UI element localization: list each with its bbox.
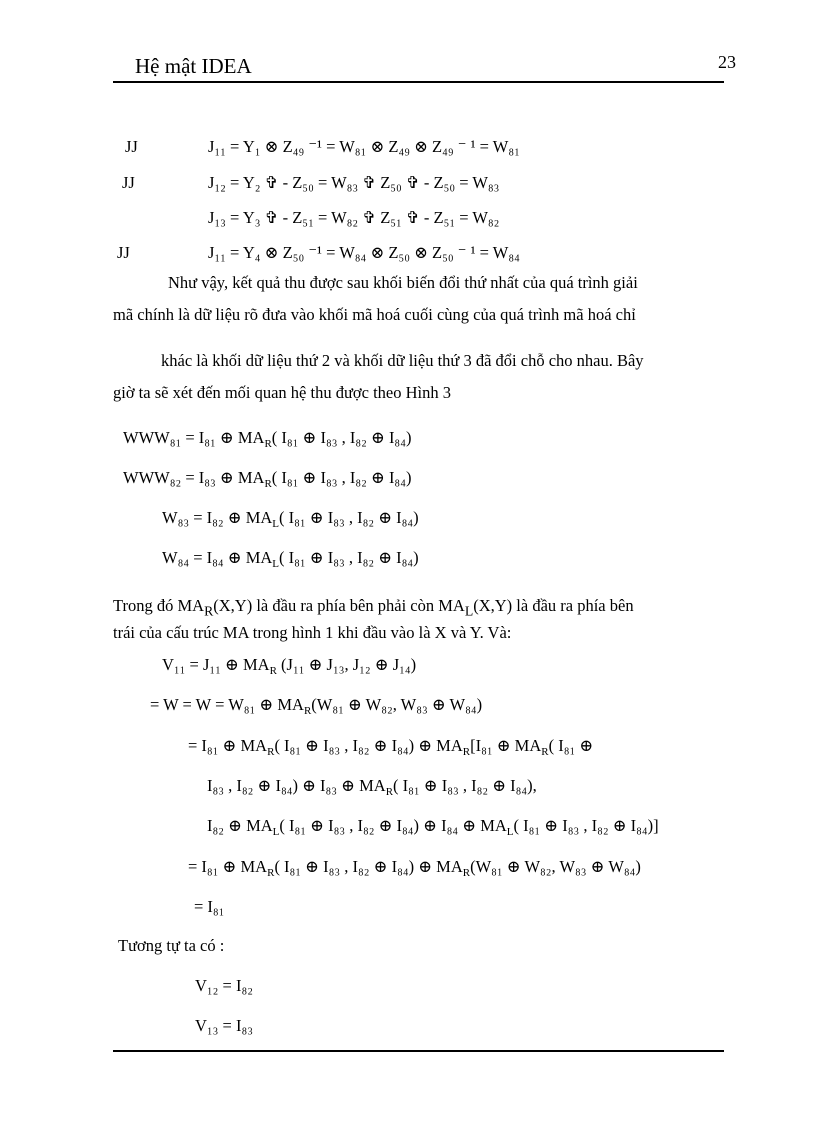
jline-4-expr: J₁₁ = Y₄ ⊗ Z₅₀ ⁻¹ = W₈₄ ⊗ Z₅₀ ⊗ Z₅₀ ⁻ ¹ = W₈₄ [208, 243, 520, 262]
footer-rule [113, 1050, 724, 1052]
paragraph-3-line-1: Trong đó $MA_R(X,Y)$ là đầu ra phía bên phải còn $MA_L(X,Y)$ là đầu ra phía bên [113, 596, 634, 619]
paragraph-3 [113, 596, 724, 643]
wline-3: W₈₃ = I₈₂ ⊕ $MA_L$( I₈₁ ⊕ I₈₃ , I₈₂ ⊕ I₈₄) [162, 508, 419, 530]
jline-2-label: JJ [122, 173, 135, 192]
final-v13: V₁₃ = I₈₃ [195, 1016, 253, 1035]
wline-4: W₈₄ = I₈₄ ⊕ $MA_L$( I₈₁ ⊕ I₈₃ , I₈₂ ⊕ I₈₄) [162, 548, 419, 570]
wline-2: WWW₈₂ = I₈₃ ⊕ $MA_R$( I₈₁ ⊕ I₈₃ , I₈₂ ⊕ I₈₄) [123, 468, 412, 490]
jline-1-expr: J₁₁ = Y₁ ⊗ Z₄₉ ⁻¹ = W₈₁ ⊗ Z₄₉ ⊗ Z₄₉ ⁻ ¹ = W₈₁ [208, 137, 520, 156]
vline-5: I₈₂ ⊕ $MA_L$( I₈₁ ⊕ I₈₃ , I₈₂ ⊕ I₈₄) ⊕ I₈₄ ⊕ $MA_L$( I₈₁ ⊕ I₈₃ , I₈₂ ⊕ I₈₄)] [207, 816, 659, 838]
wline-1: WWW₈₁ = I₈₁ ⊕ $MA_R$( I₈₁ ⊕ I₈₃ , I₈₂ ⊕ I₈₄) [123, 428, 412, 450]
paragraph-2 [113, 351, 724, 403]
paragraph-3-line-2: trái của cấu trúc MA trong hình 1 khi đầu vào là X và Y. Và: [113, 623, 512, 643]
page-number: 23 [718, 52, 736, 72]
final-v12: V₁₂ = I₈₂ [195, 976, 253, 995]
paragraph-1-line-2: mã chính là dữ liệu rõ đưa vào khối mã hoá cuối cùng của quá trình mã hoá chỉ [113, 305, 636, 324]
jline-1-label: JJ [125, 137, 138, 156]
paragraph-1 [113, 273, 724, 325]
vline-1: V₁₁ = J₁₁ ⊕ $MA_R$ (J₁₁ ⊕ J₁₃, J₁₂ ⊕ J₁₄) [162, 655, 417, 677]
paragraph-2-line-2: giờ ta sẽ xét đến mối quan hệ thu được theo Hình 3 [113, 383, 451, 402]
vline-4: I₈₃ , I₈₂ ⊕ I₈₄) ⊕ I₈₃ ⊕ $MA_R$( I₈₁ ⊕ I₈₃ , I₈₂ ⊕ I₈₄), [207, 776, 537, 798]
jline-3-expr: J₁₃ = Y₃ ✞ - Z₅₁ = W₈₂ ✞ Z₅₁ ✞ - Z₅₁ = W₈₂ [208, 208, 500, 227]
running-header-title: Hệ mật IDEA [135, 54, 252, 78]
vline-2: = W = W = W₈₁ ⊕ $MA_R(W_{81}$ ⊕ W₈₂, W₈₃ ⊕ W₈₄) [150, 695, 483, 717]
paragraph-2-line-1: khác là khối dữ liệu thứ 2 và khối dữ liệu thứ 3 đã đổi chỗ cho nhau. Bây [161, 351, 644, 370]
header-rule [113, 81, 724, 83]
similar-statement: Tương tự ta có : [118, 936, 225, 955]
vline-7: = I₈₁ [194, 897, 225, 916]
jline-2-expr: J₁₂ = Y₂ ✞ - Z₅₀ = W₈₃ ✞ Z₅₀ ✞ - Z₅₀ = W₈₃ [208, 173, 500, 192]
vline-6: = I₈₁ ⊕ $MA_R$( I₈₁ ⊕ I₈₃ , I₈₂ ⊕ I₈₄) ⊕ $MA_R(W_{81}$ ⊕ W₈₂, W₈₃ ⊕ W₈₄) [188, 857, 641, 879]
paragraph-1-line-1: Như vậy, kết quả thu được sau khối biến đổi thứ nhất của quá trình giải [168, 273, 638, 292]
jline-4-label: JJ [117, 243, 130, 262]
vline-3: = I₈₁ ⊕ $MA_R$( I₈₁ ⊕ I₈₃ , I₈₂ ⊕ I₈₄) ⊕ $MA_R[I_{81}$ ⊕ $MA_R$( I₈₁ ⊕ [188, 736, 594, 758]
